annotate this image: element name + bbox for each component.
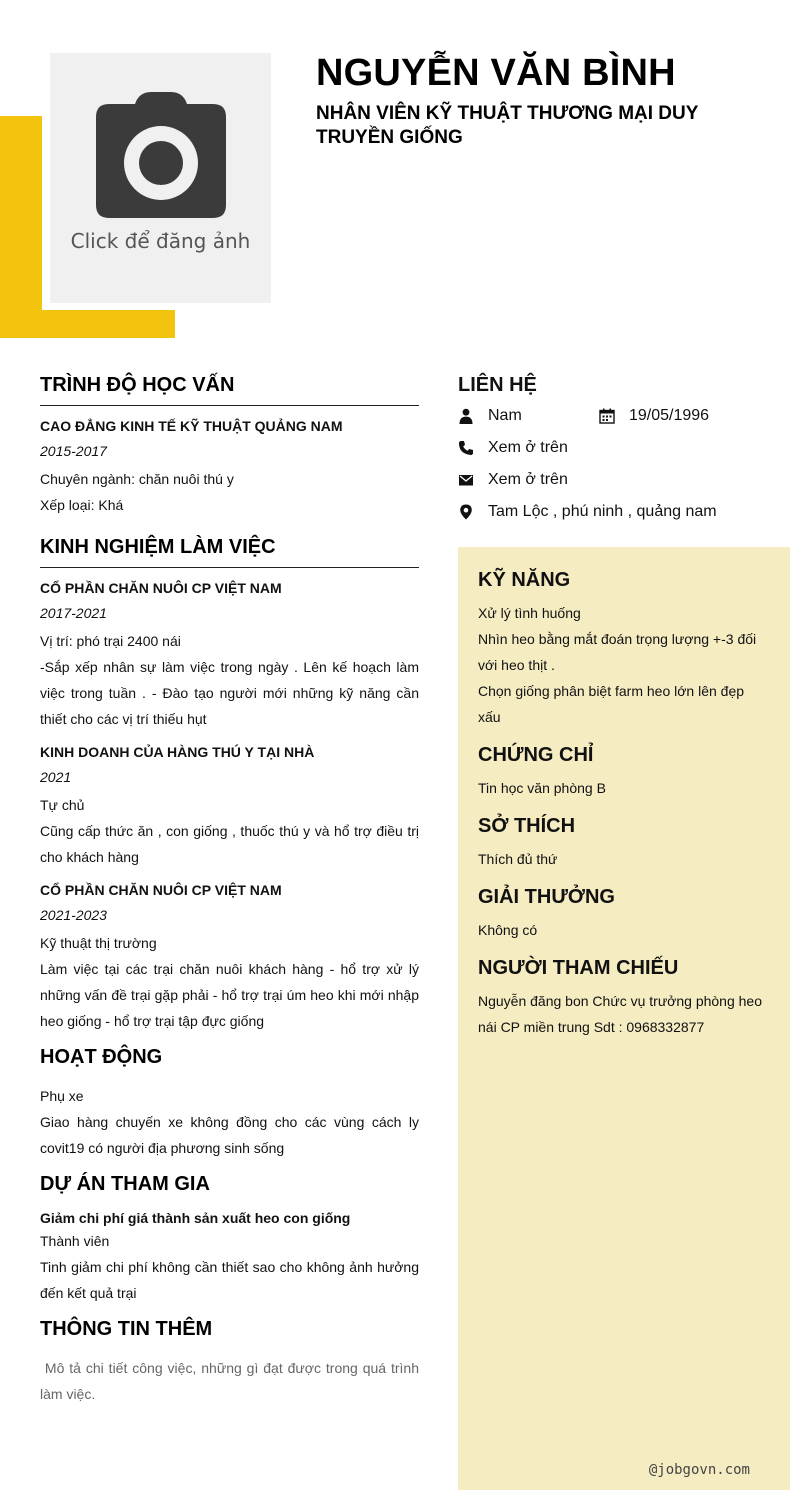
experience-description: -Sắp xếp nhân sự làm việc trong ngày . Lên kế hoạch làm việc trong tuần . - Đào tạo người mới những kỹ năng cần thiết cho các vị trí thiếu hụt (40, 659, 419, 727)
contact-gender (458, 404, 522, 428)
location-pin-icon (458, 504, 474, 520)
experience-position: Tự chủ (40, 797, 85, 813)
candidate-job-title: NHÂN VIÊN KỸ THUẬT THƯƠNG MẠI DUY TRUYỀN GIỐNG (316, 103, 699, 148)
phone-icon (458, 440, 474, 456)
skill-item: Chọn giống phân biệt farm heo lớn lên đẹp xấu (478, 683, 745, 725)
candidate-name: NGUYỄN VĂN BÌNH (316, 52, 676, 94)
hobbies-heading: SỞ THÍCH (478, 815, 576, 837)
contact-dob (599, 404, 709, 428)
experience-position: Kỹ thuật thị trường (40, 935, 157, 951)
project-role: Thành viên (40, 1233, 110, 1249)
project-name: Giảm chi phí giá thành sản xuất heo con giống (40, 1210, 351, 1226)
education-school: CAO ĐẲNG KINH TẾ KỸ THUẬT QUẢNG NAM (40, 418, 343, 434)
experience-company: KINH DOANH CỦA HÀNG THÚ Y TẠI NHÀ (40, 744, 315, 760)
education-entry (40, 418, 419, 518)
extra-description: Mô tả chi tiết công việc, những gì đạt được trong quá trình làm việc. (40, 1360, 423, 1402)
projects-entry (40, 1210, 419, 1306)
award-item: Không có (478, 922, 538, 938)
awards-section (478, 886, 770, 943)
reference-item: Nguyễn đăng bon Chức vụ trưởng phòng heo nái CP miền trung Sdt : 0968332877 (478, 993, 763, 1035)
awards-heading: GIẢI THƯỞNG (478, 886, 615, 908)
hobby-item: Thích đủ thứ (478, 851, 558, 867)
projects-heading: DỰ ÁN THAM GIA (40, 1173, 210, 1195)
photo-upload[interactable] (50, 53, 271, 303)
experience-position: Vị trí: phó trại 2400 nái (40, 633, 181, 649)
contact-email-value: Xem ở trên (488, 471, 568, 488)
activities-heading: HOẠT ĐỘNG (40, 1046, 163, 1068)
experience-company: CỔ PHẦN CHĂN NUÔI CP VIỆT NAM (40, 580, 282, 596)
education-major: Chuyên ngành: chăn nuôi thú y (40, 471, 234, 487)
experience-period: 2017-2021 (40, 605, 107, 621)
contact-gender-value: Nam (488, 407, 522, 424)
skill-item: Xử lý tình huống (478, 605, 581, 621)
education-heading: TRÌNH ĐỘ HỌC VẤN (40, 374, 419, 406)
education-period: 2015-2017 (40, 443, 107, 459)
calendar-icon (599, 408, 615, 424)
accent-bar-vertical (0, 116, 42, 338)
contact-phone-value: Xem ở trên (488, 439, 568, 456)
certificates-section (478, 744, 770, 801)
experience-period: 2021-2023 (40, 907, 107, 923)
contact-address (458, 500, 717, 524)
experience-entry (40, 882, 419, 1034)
contact-heading: LIÊN HỆ (458, 374, 537, 396)
person-icon (458, 408, 474, 424)
experience-entry (40, 744, 419, 870)
certificate-item: Tin học văn phòng B (478, 780, 606, 796)
contact-email[interactable] (458, 468, 568, 492)
certificates-heading: CHỨNG CHỈ (478, 744, 594, 766)
experience-heading: KINH NGHIỆM LÀM VIỆC (40, 536, 419, 568)
education-rank: Xếp loại: Khá (40, 497, 124, 513)
watermark: @jobgovn.com (648, 1462, 750, 1478)
left-column (40, 374, 423, 1407)
skill-item: Nhìn heo bằng mắt đoán trọng lượng +-3 đối với heo thịt . (478, 631, 757, 673)
contact-address-value: Tam Lộc , phú ninh , quảng nam (488, 503, 717, 520)
experience-description: Làm việc tại các trại chăn nuôi khách hàng - hổ trợ xử lý những vấn đề trại gặp phải - hổ trợ trại úm heo khi mới nhập heo giống - hổ trợ trại tập đực giống (40, 961, 419, 1029)
skills-section (478, 569, 770, 730)
skills-heading: KỸ NĂNG (478, 569, 571, 591)
hobbies-section (478, 815, 770, 872)
accent-bar-horizontal (0, 310, 175, 338)
right-panel (458, 547, 790, 1490)
activities-role: Phụ xe (40, 1088, 84, 1104)
experience-description: Cũng cấp thức ăn , con giống , thuốc thú y và hổ trợ điều trị cho khách hàng (40, 823, 419, 865)
contact-phone[interactable] (458, 436, 568, 460)
camera-icon (95, 90, 227, 220)
experience-entry (40, 580, 419, 732)
extra-heading: THÔNG TIN THÊM (40, 1318, 213, 1340)
experience-period: 2021 (40, 769, 72, 785)
contact-dob-value: 19/05/1996 (629, 407, 710, 424)
email-icon (458, 472, 474, 488)
project-description: Tinh giảm chi phí không cần thiết sao cho không ảnh hưởng đến kết quả trại (40, 1259, 419, 1301)
references-heading: NGƯỜI THAM CHIẾU (478, 957, 679, 979)
experience-company: CỔ PHẦN CHĂN NUÔI CP VIỆT NAM (40, 882, 282, 898)
photo-upload-label: Click để đăng ảnh (70, 229, 251, 253)
activities-description: Giao hàng chuyến xe không đồng cho các vùng cách ly covit19 có người địa phương sinh sống (40, 1114, 419, 1156)
references-section (478, 957, 770, 1040)
activities-entry (40, 1083, 419, 1161)
